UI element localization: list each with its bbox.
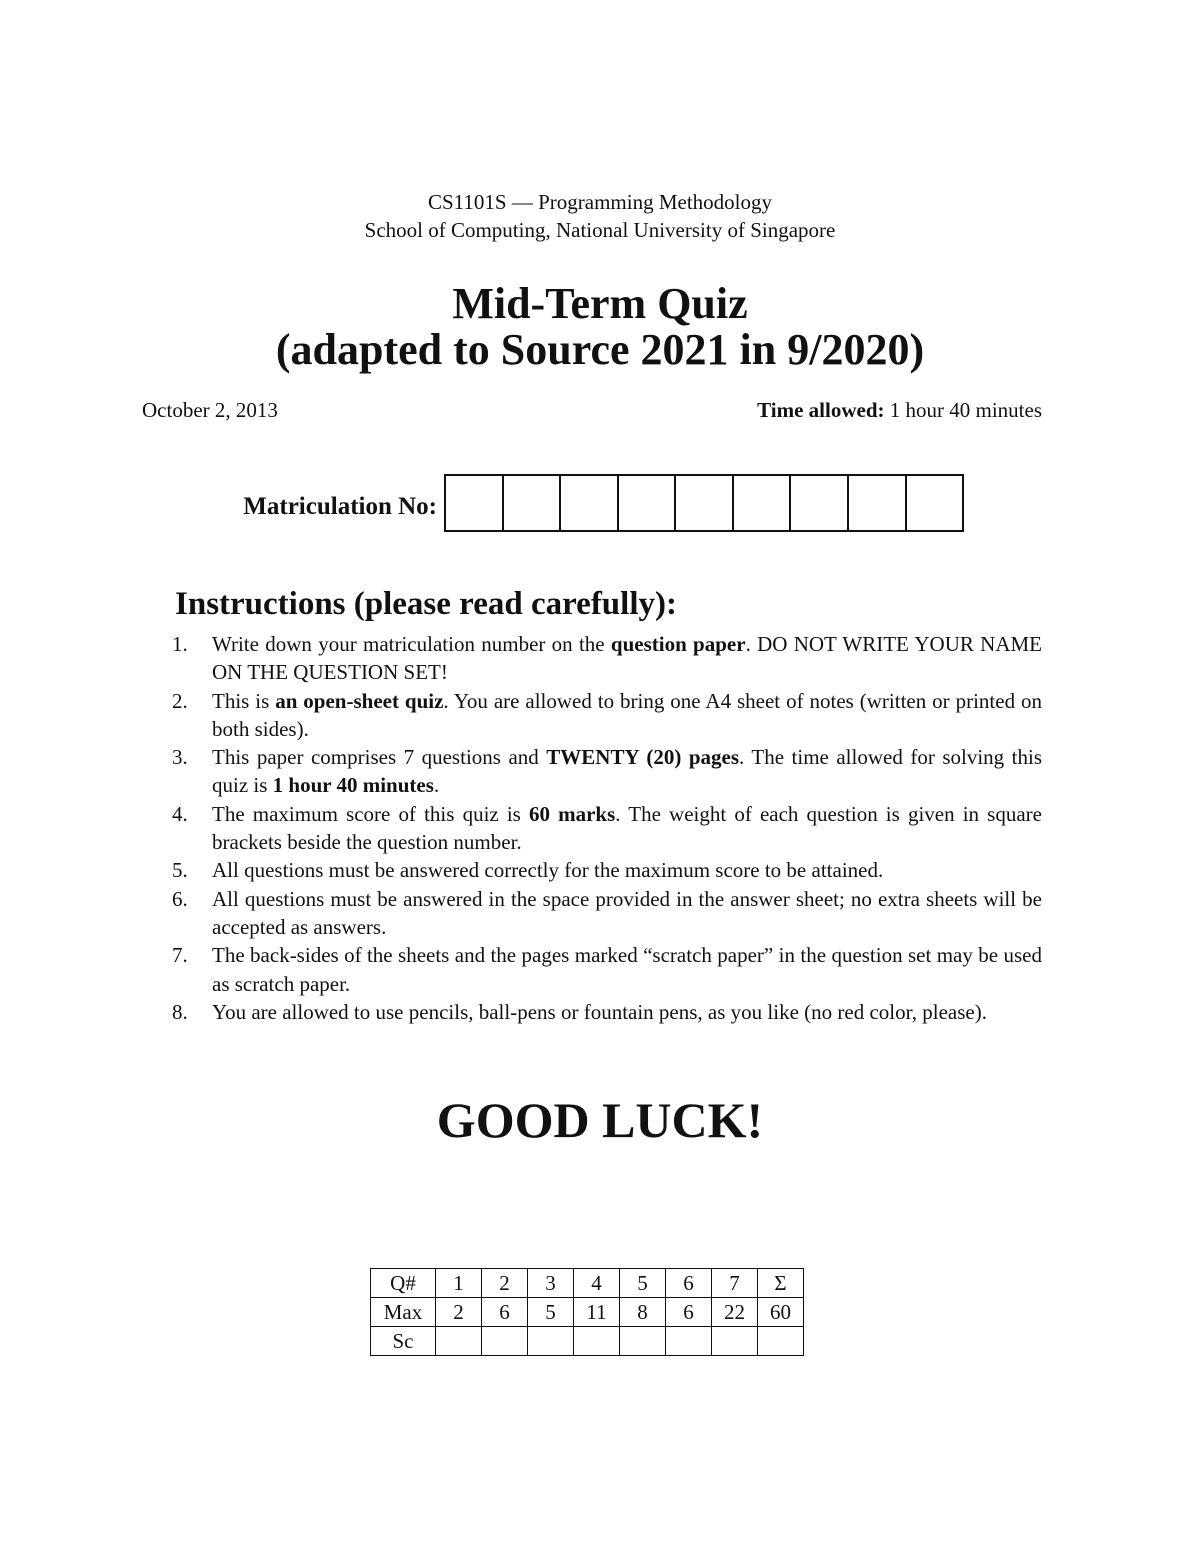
score-table-cell: 2 — [482, 1269, 528, 1298]
matriculation-digit-box — [446, 476, 504, 530]
course-title: CS1101S — Programming Methodology — [428, 190, 772, 214]
instruction-number: 6. — [172, 886, 188, 911]
score-table-cell — [528, 1327, 574, 1356]
instruction-number: 1. — [172, 632, 188, 656]
score-table-row — [371, 1327, 804, 1356]
matriculation-digit-box — [791, 476, 849, 530]
school-name: School of Computing, National University of Singapore — [364, 218, 836, 242]
instruction-item — [172, 800, 1042, 857]
score-table-cell: 5 — [620, 1269, 666, 1298]
instruction-item — [172, 941, 1042, 998]
score-table — [370, 1268, 804, 1356]
score-table-cell: 6 — [482, 1298, 528, 1327]
score-table-row-header: Sc — [371, 1327, 436, 1356]
score-table-cell: 5 — [528, 1298, 574, 1327]
matriculation-digit-box — [561, 476, 619, 530]
score-table-cell: 7 — [712, 1269, 758, 1298]
matriculation-label: Matriculation No: — [243, 493, 437, 520]
score-table-cell: 1 — [436, 1269, 482, 1298]
score-table-row-header: Q# — [371, 1269, 436, 1298]
instruction-text: You are allowed to use pencils, ball-pens or fountain pens, as you like (no red color, please). — [212, 999, 987, 1024]
instruction-number: 7. — [172, 943, 188, 968]
score-table-row — [371, 1298, 804, 1327]
score-table-cell: 2 — [436, 1298, 482, 1327]
instruction-number: 8. — [172, 999, 188, 1024]
good-luck-text: GOOD LUCK! — [436, 1092, 764, 1148]
matriculation-digit-box — [676, 476, 734, 530]
instruction-text: All questions must be answered in the space provided in the answer sheet; no extra sheets will be accepted as answers. — [212, 886, 1042, 939]
instruction-item — [172, 885, 1042, 942]
score-table-cell — [758, 1327, 804, 1356]
score-table-row-header: Max — [371, 1298, 436, 1327]
matriculation-digit-box — [907, 476, 963, 530]
quiz-title: Mid-Term Quiz — [452, 279, 748, 328]
instruction-number: 5. — [172, 858, 188, 883]
score-table-cell — [436, 1327, 482, 1356]
instruction-text: All questions must be answered correctly for the maximum score to be attained. — [212, 858, 884, 883]
score-table-cell: 11 — [574, 1298, 620, 1327]
matriculation-boxes — [444, 474, 964, 532]
instruction-text: The maximum score of this quiz is 60 marks. The weight of each question is given in square brackets beside the question number. — [212, 801, 1042, 855]
instruction-item — [172, 743, 1042, 800]
score-table-cell: 6 — [666, 1269, 712, 1298]
instruction-text: This paper comprises 7 questions and TWENTY (20) pages. The time allowed for solving this quiz is 1 hour 40 minutes. — [212, 745, 1042, 798]
instruction-text: Write down your matriculation number on the question paper. DO NOT WRITE YOUR NAME ON THE QUESTION SET! — [212, 632, 1043, 685]
score-table-cell: 60 — [758, 1298, 804, 1327]
instruction-number: 4. — [172, 801, 188, 826]
exam-date: October 2, 2013 — [142, 398, 278, 422]
time-allowed — [660, 396, 1042, 424]
score-table-cell — [620, 1327, 666, 1356]
instruction-number: 3. — [172, 745, 188, 770]
score-table-cell — [666, 1327, 712, 1356]
score-table-cell — [574, 1327, 620, 1356]
score-table-cell: 6 — [666, 1298, 712, 1327]
matriculation-digit-box — [849, 476, 907, 530]
time-allowed-label: Time allowed: — [757, 398, 885, 422]
instruction-item — [172, 998, 1042, 1026]
score-table-cell — [482, 1327, 528, 1356]
score-table-cell — [712, 1327, 758, 1356]
instruction-text: This is an open-sheet quiz. You are allowed to bring one A4 sheet of notes (written or printed on both sides). — [212, 688, 1042, 741]
score-table-row — [371, 1269, 804, 1298]
score-table-cell: 22 — [712, 1298, 758, 1327]
instructions-heading: Instructions (please read carefully): — [175, 586, 677, 622]
matriculation-digit-box — [734, 476, 792, 530]
instruction-item — [172, 687, 1042, 744]
instruction-item — [172, 856, 1042, 884]
score-table-cell: 8 — [620, 1298, 666, 1327]
quiz-subtitle: (adapted to Source 2021 in 9/2020) — [275, 325, 925, 374]
score-table-cell: 4 — [574, 1269, 620, 1298]
instruction-number: 2. — [172, 688, 188, 713]
time-allowed-value: 1 hour 40 minutes — [884, 398, 1042, 422]
score-table-cell: Σ — [758, 1269, 804, 1298]
instruction-item — [172, 630, 1042, 687]
instruction-text: The back-sides of the sheets and the pages marked “scratch paper” in the question set may be used as scratch paper. — [212, 943, 1042, 996]
score-table-cell: 3 — [528, 1269, 574, 1298]
matriculation-digit-box — [504, 476, 562, 530]
instructions-list — [172, 630, 1042, 1026]
matriculation-digit-box — [619, 476, 677, 530]
